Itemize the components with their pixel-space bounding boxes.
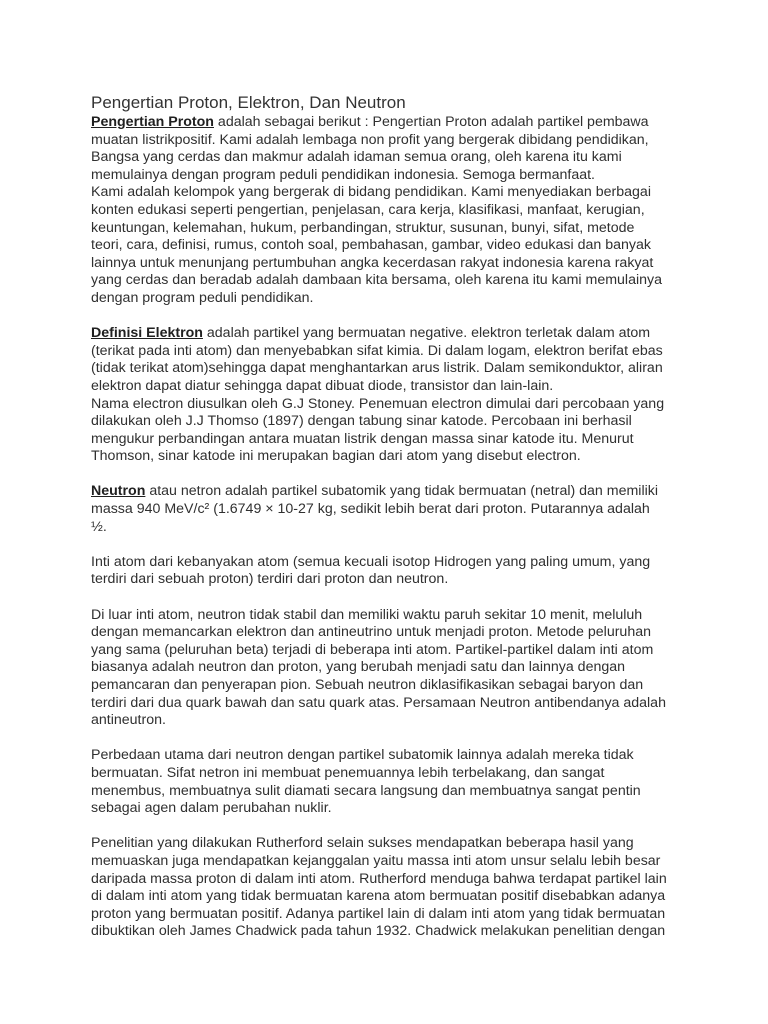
elektron-term: Definisi Elektron bbox=[91, 325, 203, 342]
elektron-paragraph bbox=[91, 325, 685, 466]
document-body bbox=[91, 93, 685, 941]
perbedaan-paragraph: Perbedaan utama dari neutron dengan partikel subatomik lainnya adalah mereka tidak bermuatan. Sifat netron ini membuat penemuannya lebih terbelakang, dan sangat menembus, membuatnya sulit diamati secara langsung dan membuatnya sangat pentin sebagai agen dalam perubahan nuklir. bbox=[91, 747, 641, 817]
peluruhan-paragraph: Di luar inti atom, neutron tidak stabil dan memiliki waktu paruh sekitar 10 menit, meluluh dengan memancarkan elektron dan antineutrino untuk menjadi proton. Metode peluruhan yang sama (peluruhan beta) terjadi di beberapa inti atom. Partikel-partikel dalam inti atom biasanya adalah neutron dan proton, yang berubah menjadi satu dan lainnya dengan pemancaran dan penyerapan pion. Sebuah neutron diklasifikasikan sebagai baryon dan terdiri dari dua quark bawah dan satu quark atas. Persamaan Neutron antibendanya adalah antineutron. bbox=[91, 606, 666, 729]
paragraph-gap bbox=[91, 308, 685, 326]
inti-atom-paragraph: Inti atom dari kebanyakan atom (semua kecuali isotop Hidrogen yang paling umum, yang terdiri dari sebuah proton) terdiri dari proton dan neutron. bbox=[91, 553, 651, 588]
document-title: Pengertian Proton, Elektron, Dan Neutron bbox=[91, 93, 406, 112]
paragraph-gap bbox=[91, 818, 685, 836]
neutron-term: Neutron bbox=[91, 483, 146, 500]
rutherford-paragraph: Penelitian yang dilakukan Rutherford selain sukses mendapatkan beberapa hasil yang memuaskan juga mendapatkan kejanggalan yaitu massa inti atom unsur selalu lebih besar daripada massa proton di dalam inti atom. Rutherford menduga bahwa terdapat partikel lain di dalam inti atom yang tidak bermuatan karena atom bermuatan positif disebabkan adanya proton yang bermuatan positif. Adanya partikel lain di dalam inti atom yang tidak bermuatan dibuktikan oleh James Chadwick pada tahun 1932. Chadwick melakukan penelitian dengan bbox=[91, 835, 667, 940]
paragraph-gap bbox=[91, 536, 685, 554]
neutron-text: atau netron adalah partikel subatomik yang tidak bermuatan (netral) dan memiliki massa 940 MeV/c² (1.6749 × 10-27 kg, sedikit lebih berat dari proton. Putarannya adalah ½. bbox=[91, 483, 658, 535]
proton-paragraph bbox=[91, 114, 685, 308]
paragraph-gap bbox=[91, 730, 685, 748]
paragraph-gap bbox=[91, 466, 685, 484]
paragraph-gap bbox=[91, 589, 685, 607]
proton-term: Pengertian Proton bbox=[91, 114, 214, 130]
neutron-paragraph bbox=[91, 483, 685, 536]
elektron-text: adalah partikel yang bermuatan negative. elektron terletak dalam atom (terikat pada inti atom) dan menyebabkan sifat kimia. Di dalam logam, elektron berifat ebas (tidak terikat atom)sehingga dapat menghantarkan arus listrik. Dalam semikonduktor, aliran elektron dapat diatur sehingga dapat dibuat diode, transistor dan lain-lain. Nama electron diusulkan oleh G.J Stoney. Penemuan electron dimulai dari percobaan yang dilakukan oleh J.J Thomso (1897) dengan tabung sinar katode. Percobaan ini berhasil mengukur perbandingan antara muatan listrik dengan massa sinar katode itu. Menurut Thomson, sinar katode ini merupakan bagian dari atom yang disebut electron. bbox=[91, 325, 665, 465]
proton-text: adalah sebagai berikut : Pengertian Proton adalah partikel pembawa muatan listrikpositif. Kami adalah lembaga non profit yang bergerak dibidang pendidikan, Bangsa yang cerdas dan makmur adalah idaman semua orang, oleh karena itu kami memulainya dengan program peduli pendidikan indonesia. Semoga bermanfaat. Kami adalah kelompok yang bergerak di bidang pendidikan. Kami menyediakan berbagai konten edukasi seperti pengertian, penjelasan, cara kerja, klasifikasi, manfaat, kerugian, keuntungan, kelemahan, hukum, perbandingan, struktur, susunan, bunyi, sifat, metode teori, cara, definisi, rumus, contoh soal, pembahasan, gambar, video edukasi dan banyak lainnya untuk menunjang pertumbuhan angka kecerdasan rakyat indonesia karena rakyat yang cerdas dan beradab adalah dambaan kita bersama, oleh karena itu kami memulainya dengan program peduli pendidikan. bbox=[91, 114, 662, 306]
